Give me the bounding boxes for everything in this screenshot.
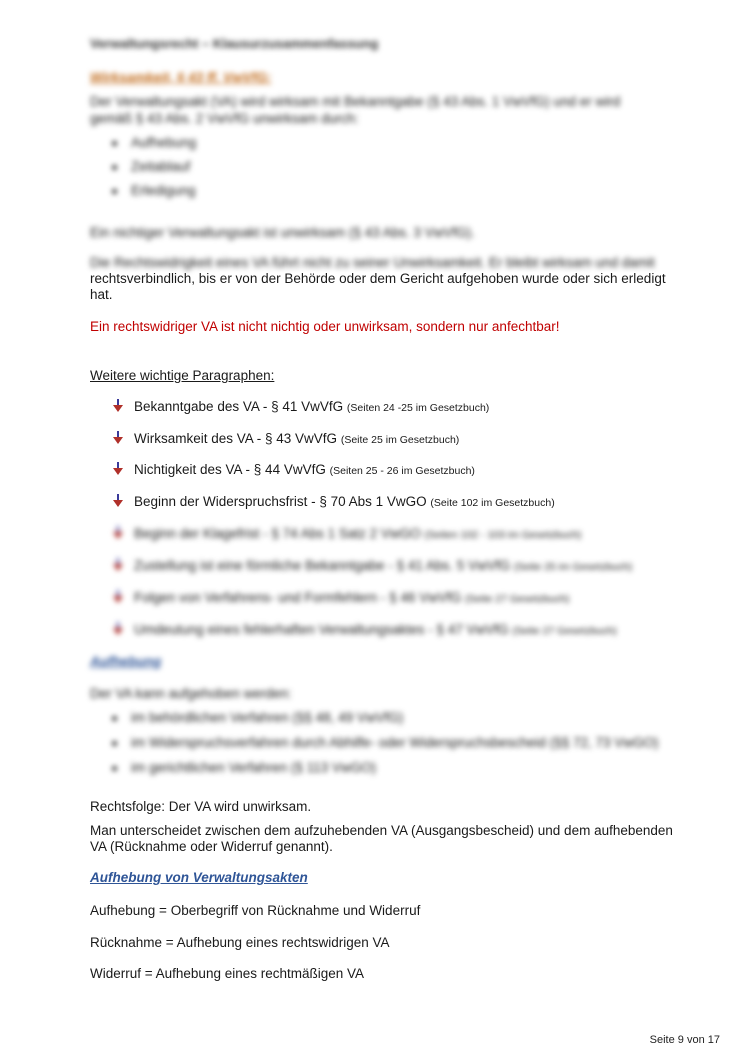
paragraph-item: Wirksamkeit des VA - § 43 VwVfG (Seite 25 im Gesetzbuch) (112, 430, 459, 449)
paragraph-item: Bekanntgabe des VA - § 41 VwVfG (Seiten 24 -25 im Gesetzbuch) (112, 398, 489, 417)
paragraph-item: Nichtigkeit des VA - § 44 VwVfG (Seiten 25 - 26 im Gesetzbuch) (112, 461, 475, 480)
unterscheid-line1: Man unterscheidet zwischen dem aufzuhebenden VA (Ausgangsbescheid) und dem aufhebenden (90, 823, 673, 838)
arrow-bullet-icon (112, 431, 124, 445)
arrow-bullet-icon (112, 494, 124, 508)
rechtswidrig-line1: Die Rechtswidrigkeit eines VA führt nicht zu seiner Unwirksamkeit. Er bleibt wirksam und damit (90, 255, 655, 270)
heading-aufhebung: Aufhebung (90, 654, 162, 669)
list-item: Aufhebung (112, 134, 196, 151)
arrow-bullet-icon (112, 590, 124, 604)
definition-ruecknahme: Rücknahme = Aufhebung eines rechtswidrigen VA (90, 935, 390, 950)
list-item: im behördlichen Verfahren (§§ 48, 49 VwVfG) (112, 709, 403, 726)
aufhebung-intro: Der VA kann aufgehoben werden: (90, 686, 292, 701)
paragraph-item: Beginn der Klagefrist - § 74 Abs 1 Satz 2 VwGO (Seiten 102 - 103 im Gesetzbuch) (112, 525, 581, 544)
list-item: im gerichtlichen Verfahren (§ 113 VwGO) (112, 759, 376, 776)
wirksamkeit-intro-line1: Der Verwaltungsakt (VA) wird wirksam mit Bekanntgabe (§ 43 Abs. 1 VwVfG) und er wird (90, 94, 621, 109)
arrow-bullet-icon (112, 462, 124, 476)
page-number: Seite 9 von 17 (649, 1034, 720, 1046)
arrow-bullet-icon (112, 558, 124, 572)
heading-aufhebung-va: Aufhebung von Verwaltungsakten (90, 870, 308, 885)
list-item: Erledigung (112, 182, 196, 199)
wirksamkeit-intro-line2: gemäß § 43 Abs. 2 VwVfG unwirksam durch: (90, 111, 359, 126)
paragraph-item: Folgen von Verfahrens- und Formfehlern - § 46 VwVfG (Seite 27 Gesetzbuch) (112, 589, 569, 608)
paragraph-item: Zustellung ist eine förmliche Bekanntgabe - § 41 Abs. 5 VwVfG (Seite 25 im Gesetzbuch) (112, 557, 632, 576)
rechtswidrig-line2: rechtsverbindlich, bis er von der Behörde oder dem Gericht aufgehoben wurde oder sich erledigt (90, 271, 666, 286)
nichtig-sentence: Ein nichtiger Verwaltungsakt ist unwirksam (§ 43 Abs. 3 VwVfG). (90, 225, 475, 240)
document-header: Verwaltungsrecht – Klausurzusammenfassung (90, 36, 379, 51)
heading-wirksamkeit: Wirksamkeit, § 43 ff. VwVfG: (90, 70, 272, 85)
definition-widerruf: Widerruf = Aufhebung eines rechtmäßigen VA (90, 966, 365, 981)
list-item: im Widerspruchsverfahren durch Abhilfe- oder Widerspruchsbescheid (§§ 72, 73 VwGO) (112, 734, 658, 751)
rechtsfolge-sentence: Rechtsfolge: Der VA wird unwirksam. (90, 799, 312, 814)
arrow-bullet-icon (112, 399, 124, 413)
definition-aufhebung: Aufhebung = Oberbegriff von Rücknahme und Widerruf (90, 903, 421, 918)
anfechtbar-note: Ein rechtswidriger VA ist nicht nichtig oder unwirksam, sondern nur anfechtbar! (90, 319, 560, 334)
unterscheid-line2: VA (Rücknahme oder Widerruf genannt). (90, 839, 333, 854)
arrow-bullet-icon (112, 526, 124, 540)
heading-paragraphen: Weitere wichtige Paragraphen: (90, 368, 275, 383)
rechtswidrig-line3: hat. (90, 287, 113, 302)
paragraph-item: Beginn der Widerspruchsfrist - § 70 Abs 1 VwGO (Seite 102 im Gesetzbuch) (112, 493, 555, 512)
arrow-bullet-icon (112, 622, 124, 636)
list-item: Zeitablauf (112, 158, 190, 175)
paragraph-item: Umdeutung eines fehlerhaften Verwaltungsaktes - § 47 VwVfG (Seite 27 Gesetzbuch) (112, 621, 617, 640)
